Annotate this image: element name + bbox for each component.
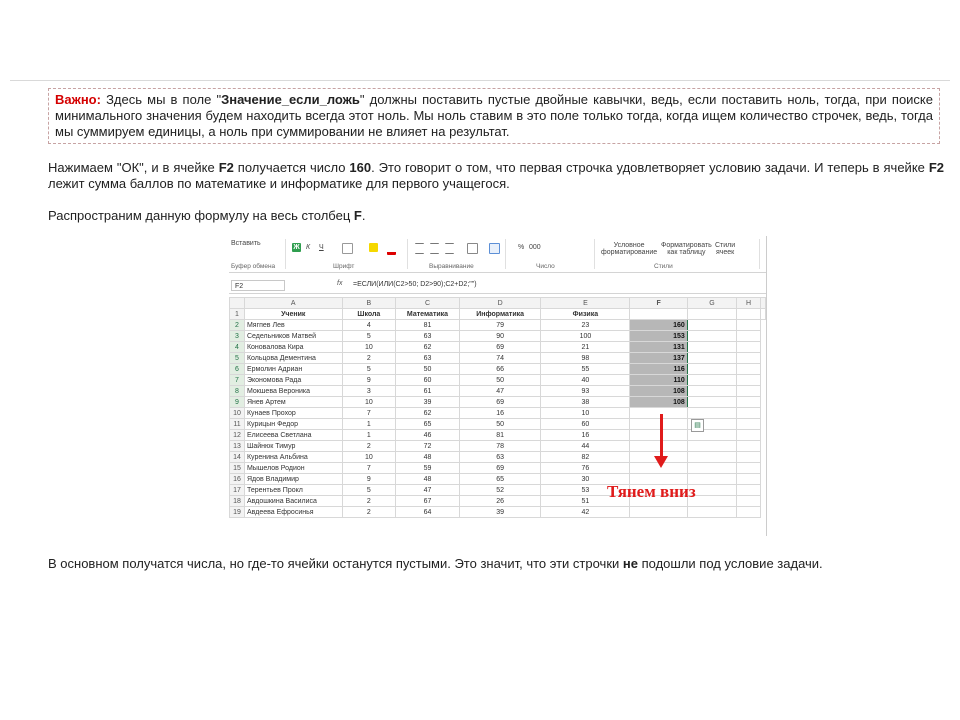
top-divider	[10, 80, 950, 81]
column-header-b[interactable]: B	[342, 298, 396, 309]
ribbon-separator	[505, 239, 506, 269]
school-cell[interactable]: 2	[342, 507, 396, 518]
fat-label-1: Форматировать	[661, 242, 712, 249]
cell[interactable]	[737, 375, 761, 386]
result-cell-f[interactable]: 108	[630, 386, 687, 397]
group-font: Шрифт	[333, 263, 355, 270]
table-row	[230, 342, 766, 353]
cell[interactable]	[737, 430, 761, 441]
paragraph-conclusion	[48, 556, 944, 572]
cs-label-2: ячеек	[715, 249, 735, 256]
column-header-h[interactable]: H	[737, 298, 761, 309]
table-row	[230, 386, 766, 397]
drag-down-label: Тянем вниз	[607, 482, 696, 501]
cell[interactable]	[687, 408, 736, 419]
student-name-cell[interactable]: Седельников Матвей	[244, 331, 342, 342]
informatics-cell[interactable]: 69	[459, 342, 541, 353]
physics-cell[interactable]: 23	[541, 320, 630, 331]
select-all-corner[interactable]	[230, 298, 245, 309]
row-header[interactable]: 19	[230, 507, 245, 518]
math-cell[interactable]: 63	[396, 353, 460, 364]
school-cell[interactable]: 7	[342, 463, 396, 474]
school-cell[interactable]: 10	[342, 342, 396, 353]
column-header-c[interactable]: C	[396, 298, 460, 309]
math-cell[interactable]: 62	[396, 408, 460, 419]
school-cell[interactable]: 9	[342, 474, 396, 485]
result-cell-f[interactable]	[630, 430, 687, 441]
column-header-extra	[761, 298, 766, 309]
cell[interactable]	[737, 452, 761, 463]
informatics-cell[interactable]: 63	[459, 452, 541, 463]
ribbon-separator	[407, 239, 408, 269]
important-label: Важно:	[55, 92, 101, 107]
student-name-cell[interactable]: Ядов Владимир	[244, 474, 342, 485]
student-name-cell[interactable]: Авдошкина Василиса	[244, 496, 342, 507]
math-cell[interactable]: 67	[396, 496, 460, 507]
physics-cell[interactable]: 42	[541, 507, 630, 518]
ribbon-separator	[285, 239, 286, 269]
informatics-cell[interactable]: 26	[459, 496, 541, 507]
excel-ribbon	[229, 236, 766, 273]
table-header-cell[interactable]: Ученик	[244, 309, 342, 320]
physics-cell[interactable]: 38	[541, 397, 630, 408]
student-name-cell[interactable]: Терентьев Прокл	[244, 485, 342, 496]
informatics-cell[interactable]: 39	[459, 507, 541, 518]
informatics-cell[interactable]: 47	[459, 386, 541, 397]
math-cell[interactable]: 50	[396, 364, 460, 375]
physics-cell[interactable]: 21	[541, 342, 630, 353]
cell[interactable]	[687, 375, 736, 386]
paragraph-extend	[48, 208, 944, 224]
fill-color-icon[interactable]	[369, 243, 378, 252]
student-name-cell[interactable]: Кунаев Прохор	[244, 408, 342, 419]
math-cell[interactable]: 81	[396, 320, 460, 331]
group-alignment: Выравнивание	[429, 263, 474, 270]
important-note	[48, 88, 940, 144]
cell[interactable]	[737, 386, 761, 397]
cell[interactable]	[687, 342, 736, 353]
table-row	[230, 507, 766, 518]
result-cell-f[interactable]	[630, 507, 687, 518]
para1-number: 160	[349, 160, 372, 175]
table-row	[230, 430, 766, 441]
school-cell[interactable]: 1	[342, 430, 396, 441]
school-cell[interactable]: 2	[342, 496, 396, 507]
informatics-cell[interactable]: 69	[459, 463, 541, 474]
row-header[interactable]: 11	[230, 419, 245, 430]
student-name-cell[interactable]: Курицын Федор	[244, 419, 342, 430]
cell[interactable]	[687, 452, 736, 463]
conditional-formatting-button[interactable]	[601, 242, 657, 256]
table-row	[230, 452, 766, 463]
align-center-icon[interactable]	[430, 243, 439, 254]
student-name-cell[interactable]: Ермолин Адриан	[244, 364, 342, 375]
important-field-name: Значение_если_ложь	[221, 92, 360, 107]
table-row	[230, 309, 766, 320]
math-cell[interactable]: 48	[396, 474, 460, 485]
cell[interactable]	[761, 309, 766, 320]
important-text-2: " должны поставить пустые двойные кавычки, ведь, если поставить ноль, тогда, при поиске минимального значения будем находить всегда этот ноль. Мы ноль ставим в это поле только тогда, когда ищем количество строчек, ведь, тогда мы суммируем единицы, а ноль при суммировании не влияет на результат.	[55, 92, 933, 139]
physics-cell[interactable]: 93	[541, 386, 630, 397]
cell[interactable]	[687, 331, 736, 342]
cell[interactable]	[687, 353, 736, 364]
cell[interactable]	[687, 463, 736, 474]
percent-button[interactable]: %	[518, 244, 525, 251]
excel-screenshot	[229, 236, 767, 536]
school-cell[interactable]: 5	[342, 331, 396, 342]
result-cell-f[interactable]	[630, 408, 687, 419]
math-cell[interactable]: 59	[396, 463, 460, 474]
row-header[interactable]: 15	[230, 463, 245, 474]
cell[interactable]	[687, 386, 736, 397]
physics-cell[interactable]: 30	[541, 474, 630, 485]
school-cell[interactable]: 10	[342, 452, 396, 463]
row-header[interactable]: 3	[230, 331, 245, 342]
table-row	[230, 375, 766, 386]
underline-button[interactable]: Ч	[319, 244, 324, 251]
table-row	[230, 441, 766, 452]
cs-label-1: Стили	[715, 242, 736, 249]
student-name-cell[interactable]: Мышелов Родион	[244, 463, 342, 474]
cell[interactable]	[737, 507, 761, 518]
cell[interactable]	[737, 408, 761, 419]
para3-text-2: подошли под условие задачи.	[637, 556, 823, 571]
math-cell[interactable]: 64	[396, 507, 460, 518]
cell[interactable]	[737, 474, 761, 485]
student-name-cell[interactable]: Янев Артем	[244, 397, 342, 408]
math-cell[interactable]: 47	[396, 485, 460, 496]
table-row	[230, 397, 766, 408]
font-color-icon[interactable]	[387, 243, 396, 255]
row-header[interactable]: 12	[230, 430, 245, 441]
result-cell-f[interactable]	[630, 419, 687, 430]
group-styles: Стили	[654, 263, 673, 270]
math-cell[interactable]: 63	[396, 331, 460, 342]
cell[interactable]	[687, 364, 736, 375]
physics-cell[interactable]: 100	[541, 331, 630, 342]
column-header-a[interactable]: A	[244, 298, 342, 309]
cell[interactable]	[737, 496, 761, 507]
informatics-cell[interactable]: 90	[459, 331, 541, 342]
informatics-cell[interactable]: 52	[459, 485, 541, 496]
school-cell[interactable]: 9	[342, 375, 396, 386]
fx-icon[interactable]: fx	[337, 280, 343, 287]
para1-text-2: получается число	[233, 160, 350, 175]
paste-button[interactable]: Вставить	[231, 240, 261, 247]
row-header[interactable]: 9	[230, 397, 245, 408]
math-cell[interactable]: 48	[396, 452, 460, 463]
group-clipboard: Буфер обмена	[231, 263, 276, 270]
italic-button[interactable]: К	[306, 244, 311, 251]
physics-cell[interactable]: 55	[541, 364, 630, 375]
para2-column-ref: F	[353, 208, 362, 223]
row-header[interactable]: 10	[230, 408, 245, 419]
para1-text-1: Нажимаем "ОК", и в ячейке	[48, 160, 219, 175]
school-cell[interactable]: 5	[342, 364, 396, 375]
cell[interactable]	[737, 320, 761, 331]
student-name-cell[interactable]: Елисеева Светлана	[244, 430, 342, 441]
school-cell[interactable]: 2	[342, 441, 396, 452]
math-cell[interactable]: 65	[396, 419, 460, 430]
cell[interactable]	[737, 364, 761, 375]
row-header[interactable]: 1	[230, 309, 245, 320]
cell[interactable]	[737, 485, 761, 496]
school-cell[interactable]: 5	[342, 485, 396, 496]
row-header[interactable]: 13	[230, 441, 245, 452]
cell[interactable]	[737, 419, 761, 430]
align-right-icon[interactable]	[445, 243, 454, 254]
informatics-cell[interactable]: 79	[459, 320, 541, 331]
informatics-cell[interactable]: 16	[459, 408, 541, 419]
result-cell-f[interactable]: 110	[630, 375, 687, 386]
cell[interactable]	[737, 353, 761, 364]
borders-icon[interactable]	[342, 243, 353, 254]
school-cell[interactable]: 1	[342, 419, 396, 430]
cell[interactable]	[737, 309, 761, 320]
cell[interactable]	[687, 441, 736, 452]
student-name-cell[interactable]: Авдеева Ефросинья	[244, 507, 342, 518]
math-cell[interactable]: 60	[396, 375, 460, 386]
physics-cell[interactable]: 76	[541, 463, 630, 474]
fat-label-2: как таблицу	[667, 249, 706, 256]
group-number: Число	[536, 263, 555, 270]
cell[interactable]	[687, 507, 736, 518]
paragraph-result	[48, 160, 944, 192]
row-header[interactable]: 4	[230, 342, 245, 353]
table-row	[230, 353, 766, 364]
physics-cell[interactable]: 44	[541, 441, 630, 452]
result-cell-f[interactable]: 108	[630, 397, 687, 408]
informatics-cell[interactable]: 50	[459, 375, 541, 386]
table-row	[230, 419, 766, 430]
table-row	[230, 364, 766, 375]
important-text-1: Здесь мы в поле "	[100, 92, 222, 107]
para2-text-1: Распространим данную формулу на весь столбец	[48, 208, 354, 223]
para1-cell-ref-2: F2	[928, 160, 944, 175]
name-box[interactable]: F2	[231, 280, 285, 291]
physics-cell[interactable]: 53	[541, 485, 630, 496]
informatics-cell[interactable]: 81	[459, 430, 541, 441]
math-cell[interactable]: 61	[396, 386, 460, 397]
table-row	[230, 320, 766, 331]
formula-bar	[229, 279, 766, 294]
table-header-cell[interactable]: Математика	[396, 309, 460, 320]
result-cell-f[interactable]: 160	[630, 320, 687, 331]
physics-cell[interactable]: 82	[541, 452, 630, 463]
informatics-cell[interactable]: 50	[459, 419, 541, 430]
ribbon-separator	[759, 239, 760, 269]
format-as-table-button[interactable]	[661, 242, 712, 256]
number-format-icon[interactable]	[489, 243, 500, 254]
row-header[interactable]: 2	[230, 320, 245, 331]
cell[interactable]	[737, 397, 761, 408]
align-left-icon[interactable]	[415, 243, 424, 254]
row-header[interactable]: 6	[230, 364, 245, 375]
cell[interactable]	[687, 397, 736, 408]
down-arrow-icon	[654, 456, 668, 468]
row-header[interactable]: 8	[230, 386, 245, 397]
informatics-cell[interactable]: 66	[459, 364, 541, 375]
autofill-options-icon[interactable]: ▤	[691, 419, 704, 432]
wrap-text-icon[interactable]	[467, 243, 478, 254]
student-name-cell[interactable]: Мокшева Вероника	[244, 386, 342, 397]
result-cell-f[interactable]	[630, 441, 687, 452]
result-cell-f[interactable]: 137	[630, 353, 687, 364]
cell[interactable]	[737, 342, 761, 353]
table-row	[230, 331, 766, 342]
informatics-cell[interactable]: 74	[459, 353, 541, 364]
math-cell[interactable]: 72	[396, 441, 460, 452]
column-header-d[interactable]: D	[459, 298, 541, 309]
physics-cell[interactable]: 10	[541, 408, 630, 419]
student-name-cell[interactable]: Шайнюк Тимур	[244, 441, 342, 452]
cell[interactable]	[687, 320, 736, 331]
down-arrow-shaft	[660, 414, 663, 458]
cell-styles-button[interactable]	[715, 242, 735, 256]
table-header-cell[interactable]: Физика	[541, 309, 630, 320]
para1-text-4: лежит сумма баллов по математике и информатике для первого учащегося.	[48, 176, 510, 191]
cell[interactable]	[737, 441, 761, 452]
para1-cell-ref-1: F2	[218, 160, 234, 175]
physics-cell[interactable]: 51	[541, 496, 630, 507]
column-header-f[interactable]: F	[630, 298, 687, 309]
informatics-cell[interactable]: 78	[459, 441, 541, 452]
student-name-cell[interactable]: Куренина Альбина	[244, 452, 342, 463]
school-cell[interactable]: 3	[342, 386, 396, 397]
cell[interactable]	[737, 463, 761, 474]
student-name-cell[interactable]: Экономова Рада	[244, 375, 342, 386]
table-row	[230, 408, 766, 419]
cell[interactable]	[687, 309, 736, 320]
para3-negation: не	[622, 556, 638, 571]
row-header[interactable]: 16	[230, 474, 245, 485]
row-header[interactable]: 17	[230, 485, 245, 496]
result-cell-f[interactable]: 153	[630, 331, 687, 342]
cf-label-1: Условное	[613, 242, 645, 249]
bold-button[interactable]: Ж	[293, 244, 300, 251]
math-cell[interactable]: 62	[396, 342, 460, 353]
math-cell[interactable]: 46	[396, 430, 460, 441]
informatics-cell[interactable]: 65	[459, 474, 541, 485]
math-cell[interactable]: 39	[396, 397, 460, 408]
column-header-row	[230, 298, 766, 309]
row-header[interactable]: 14	[230, 452, 245, 463]
para2-text-2: .	[361, 208, 366, 223]
formula-input[interactable]: =ЕСЛИ(ИЛИ(C2>50; D2>90);C2+D2;"")	[353, 281, 477, 288]
row-header[interactable]: 7	[230, 375, 245, 386]
school-cell[interactable]: 7	[342, 408, 396, 419]
column-header-e[interactable]: E	[541, 298, 630, 309]
physics-cell[interactable]: 60	[541, 419, 630, 430]
school-cell[interactable]: 4	[342, 320, 396, 331]
result-cell-f[interactable]: 116	[630, 364, 687, 375]
student-name-cell[interactable]: Коновалова Кира	[244, 342, 342, 353]
student-name-cell[interactable]: Мягпев Лев	[244, 320, 342, 331]
column-header-g[interactable]: G	[687, 298, 736, 309]
table-row	[230, 463, 766, 474]
row-header[interactable]: 5	[230, 353, 245, 364]
student-name-cell[interactable]: Кольцова Дементина	[244, 353, 342, 364]
physics-cell[interactable]: 40	[541, 375, 630, 386]
table-header-cell[interactable]: Информатика	[459, 309, 541, 320]
physics-cell[interactable]: 16	[541, 430, 630, 441]
cf-label-2: форматирование	[601, 249, 658, 256]
para1-text-3: . Это говорит о том, что первая строчка удовлетворяет условию задачи. И теперь в ячейке	[371, 160, 929, 175]
para3-text-1: В основном получатся числа, но где-то ячейки останутся пустыми. Это значит, что эти строчки	[48, 556, 623, 571]
ribbon-separator	[594, 239, 595, 269]
cell[interactable]	[737, 331, 761, 342]
row-header[interactable]: 18	[230, 496, 245, 507]
table-header-cell[interactable]: Школа	[342, 309, 396, 320]
thousands-button[interactable]: 000	[529, 244, 541, 251]
physics-cell[interactable]: 98	[541, 353, 630, 364]
school-cell[interactable]: 2	[342, 353, 396, 364]
informatics-cell[interactable]: 69	[459, 397, 541, 408]
cell[interactable]	[630, 309, 687, 320]
result-cell-f[interactable]: 131	[630, 342, 687, 353]
school-cell[interactable]: 10	[342, 397, 396, 408]
